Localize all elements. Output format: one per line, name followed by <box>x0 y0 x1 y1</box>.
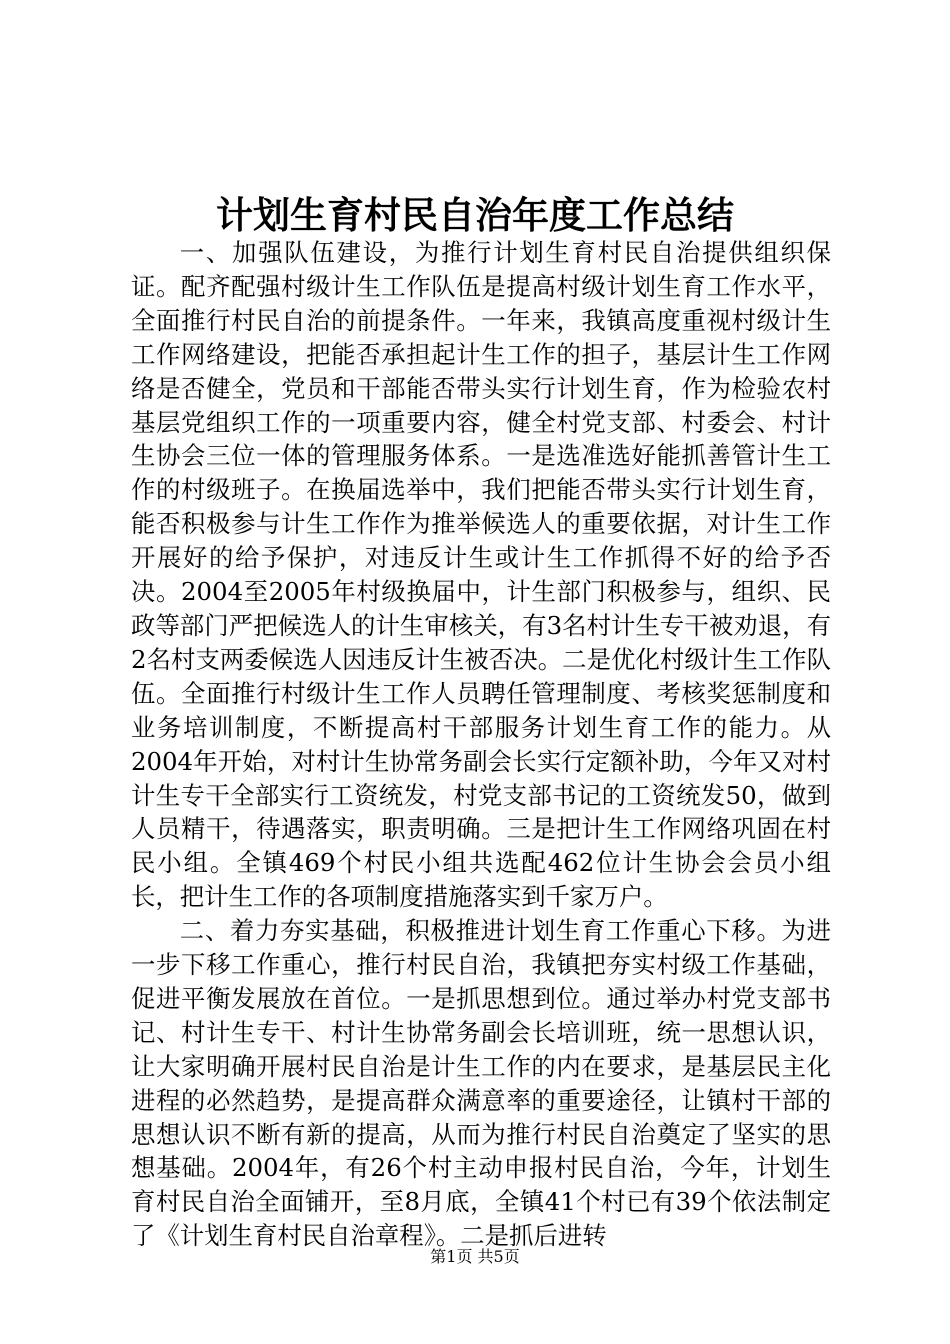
document-title: 计划生育村民自治年度工作总结 <box>216 193 734 237</box>
paragraph-1: 一、加强队伍建设，为推行计划生育村民自治提供组织保证。配齐配强村级计生工作队伍是提高村级计划生育工作水平，全面推行村民自治的前提条件。一年来，我镇高度重视村级计生工作网络建设，把能否承担起计生工作的担子，基层计生工作网络是否健全，党员和干部能否带头实行计划生育，作为检验农村基层党组织工作的一项重要内容，健全村党支部、村委会、村计生协会三位一体的管理服务体系。一是选准选好能抓善管计生工作的村级班子。在换届选举中，我们把能否带头实行计划生育，能否积极参与计生工作作为推举候选人的重要依据，对计生工作开展好的给予保护，对违反计生或计生工作抓得不好的给予否决。2004至2005年村级换届中，计生部门积极参与，组织、民政等部门严把候选人的计生审核关，有3名村计生专干被劝退，有2名村支两委候选人因违反计生被否决。二是优化村级计生工作队伍。全面推行村级计生工作人员聘任管理制度、考核奖惩制度和业务培训制度，不断提高村干部服务计划生育工作的能力。从2004年开始，对村计生协常务副会长实行定额补助，今年又对村计生专干全部实行工资统发，村党支部书记的工资统发50，做到人员精干，待遇落实，职责明确。三是把计生工作网络巩固在村民小组。全镇469个村民小组共选配462位计生协会会员小组长，把计生工作的各项制度措施落实到千家万户。 <box>131 238 831 912</box>
document-body <box>131 236 831 1253</box>
page-footer: 第1页 共5页 <box>430 1247 520 1266</box>
paragraph-2: 二、着力夯实基础，积极推进计划生育工作重心下移。为进一步下移工作重心，推行村民自治，我镇把夯实村级工作基础，促进平衡发展放在首位。一是抓思想到位。通过举办村党支部书记、村计生专干、村计生协常务副会长培训班，统一思想认识，让大家明确开展村民自治是计生工作的内在要求，是基层民主化进程的必然趋势，是提高群众满意率的重要途径，让镇村干部的思想认识不断有新的提高，从而为推行村民自治奠定了坚实的思想基础。2004年，有26个村主动申报村民自治，今年，计划生育村民自治全面铺开，至8月底，全镇41个村已有39个依法制定了《计划生育村民自治章程》。二是抓后进转 <box>131 916 831 1251</box>
